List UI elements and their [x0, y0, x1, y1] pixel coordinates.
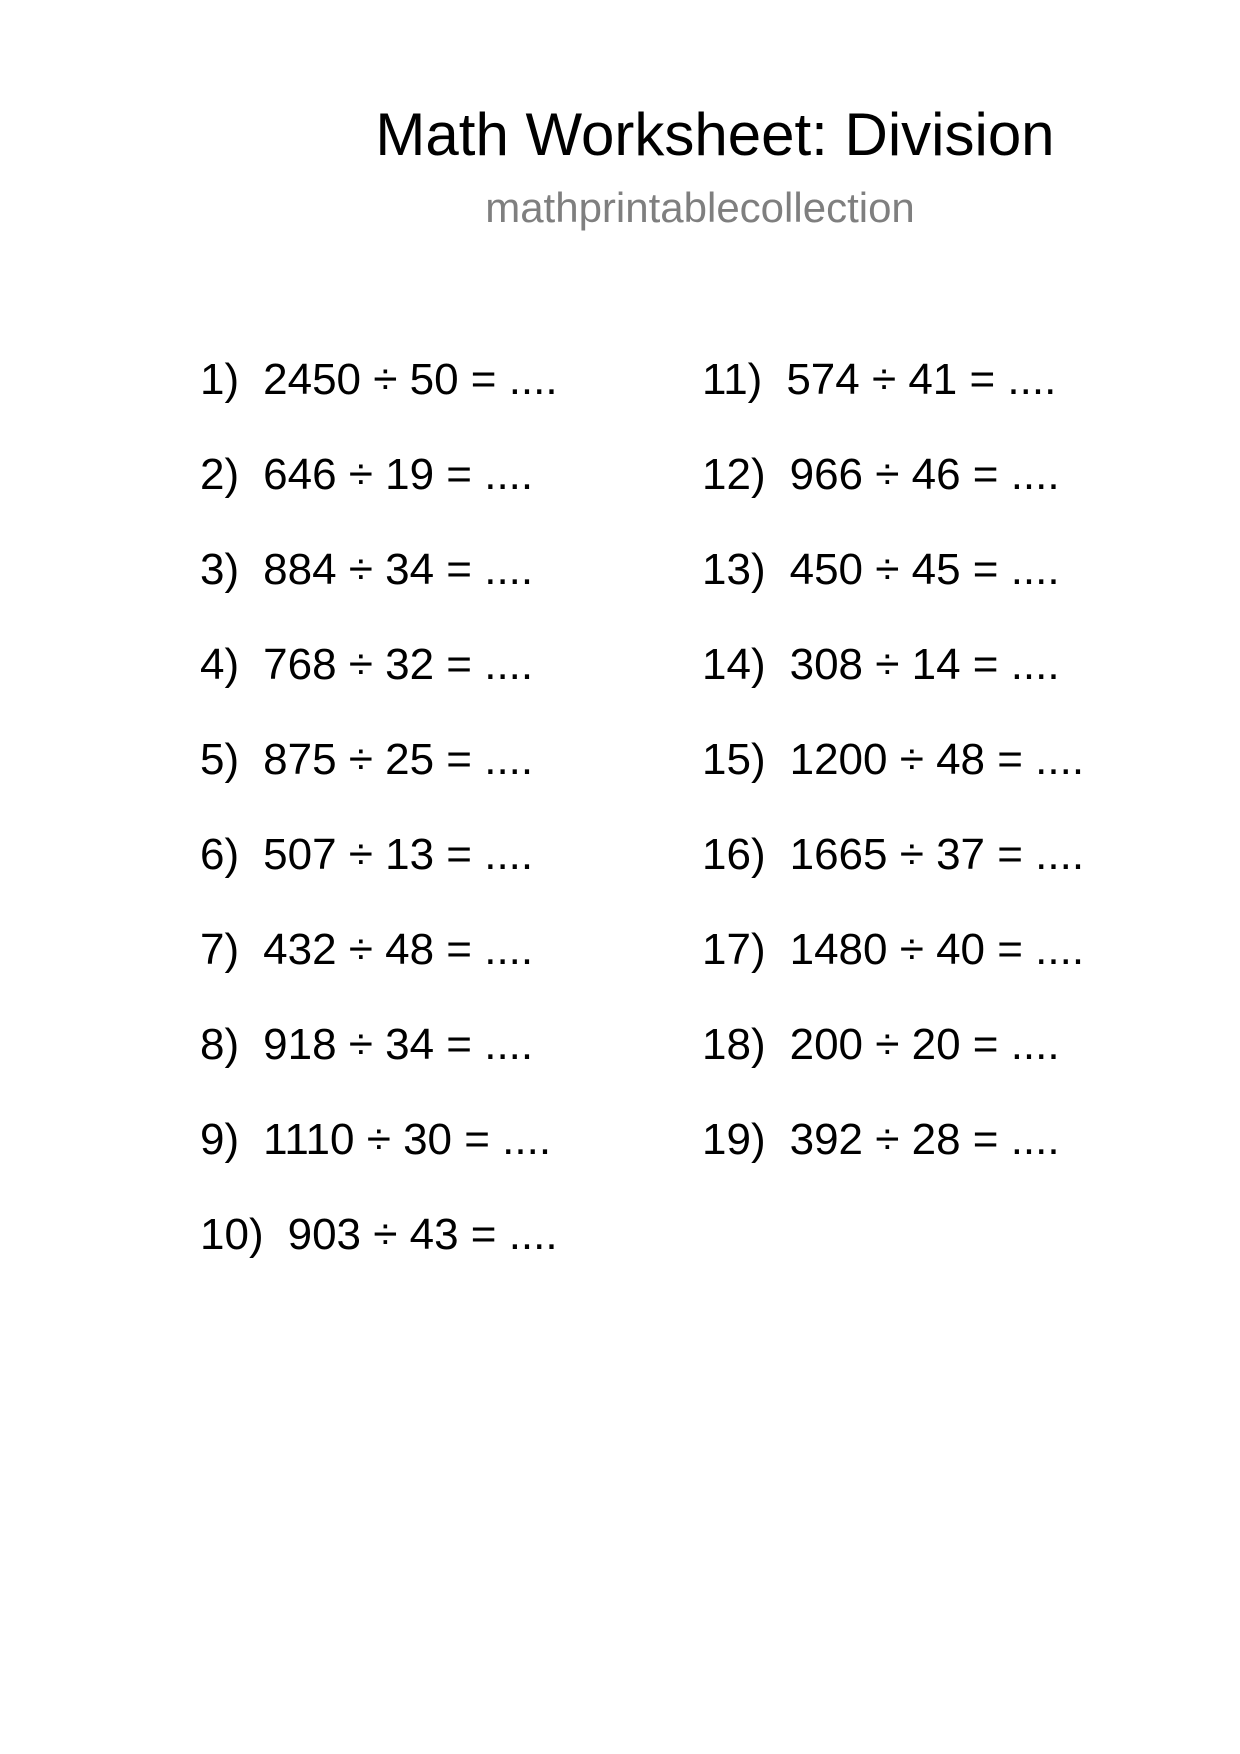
problem-item [200, 730, 558, 825]
problem-number: 13) [702, 545, 766, 594]
problem-item [702, 540, 1084, 635]
problem-item [200, 540, 558, 635]
problem-item [200, 635, 558, 730]
problem-item [200, 1205, 558, 1300]
problem-item [702, 825, 1084, 920]
page-subtitle: mathprintablecollection [485, 184, 915, 231]
problem-expression: 1665 ÷ 37 = .... [789, 830, 1085, 879]
problem-number: 18) [702, 1020, 766, 1069]
problem-number: 5) [200, 735, 240, 784]
problem-item [200, 825, 558, 920]
problem-expression: 646 ÷ 19 = .... [263, 450, 534, 499]
problem-item [702, 920, 1084, 1015]
problem-number: 3) [200, 545, 240, 594]
problem-column-left [200, 350, 558, 1300]
problem-expression: 432 ÷ 48 = .... [263, 925, 534, 974]
problem-expression: 1200 ÷ 48 = .... [789, 735, 1085, 784]
problem-item [200, 1015, 558, 1110]
problem-number: 14) [702, 640, 766, 689]
problem-item [200, 920, 558, 1015]
problem-number: 11) [702, 355, 763, 404]
problem-number: 12) [702, 450, 766, 499]
problem-column-right [702, 350, 1084, 1205]
problem-item [702, 350, 1084, 445]
problem-number: 15) [702, 735, 766, 784]
problem-item [702, 730, 1084, 825]
problem-number: 8) [200, 1020, 240, 1069]
problem-expression: 918 ÷ 34 = .... [263, 1020, 534, 1069]
problem-item [702, 635, 1084, 730]
problem-expression: 507 ÷ 13 = .... [263, 830, 534, 879]
problem-expression: 768 ÷ 32 = .... [263, 640, 534, 689]
problem-number: 19) [702, 1115, 766, 1164]
problem-expression: 450 ÷ 45 = .... [789, 545, 1060, 594]
problem-expression: 200 ÷ 20 = .... [789, 1020, 1060, 1069]
problem-item [702, 1015, 1084, 1110]
problem-expression: 2450 ÷ 50 = .... [263, 355, 558, 404]
problem-item [702, 1110, 1084, 1205]
problem-expression: 875 ÷ 25 = .... [263, 735, 534, 784]
problem-number: 17) [702, 925, 766, 974]
problem-number: 10) [200, 1210, 264, 1259]
problem-expression: 903 ÷ 43 = .... [287, 1210, 558, 1259]
problem-number: 2) [200, 450, 240, 499]
problem-expression: 884 ÷ 34 = .... [263, 545, 534, 594]
problem-number: 9) [200, 1115, 240, 1164]
problem-item [200, 445, 558, 540]
page-title: Math Worksheet: Division [375, 101, 1055, 168]
problem-number: 16) [702, 830, 766, 879]
problem-item [200, 350, 558, 445]
problem-expression: 308 ÷ 14 = .... [789, 640, 1060, 689]
problem-item [200, 1110, 558, 1205]
problem-expression: 392 ÷ 28 = .... [789, 1115, 1060, 1164]
problem-number: 6) [200, 830, 240, 879]
problem-item [702, 445, 1084, 540]
problem-number: 1) [200, 355, 240, 404]
problem-number: 7) [200, 925, 240, 974]
problem-expression: 574 ÷ 41 = .... [786, 355, 1057, 404]
problem-expression: 966 ÷ 46 = .... [789, 450, 1060, 499]
problem-number: 4) [200, 640, 240, 689]
problem-expression: 1480 ÷ 40 = .... [789, 925, 1085, 974]
problem-expression: 1110 ÷ 30 = .... [263, 1115, 552, 1164]
